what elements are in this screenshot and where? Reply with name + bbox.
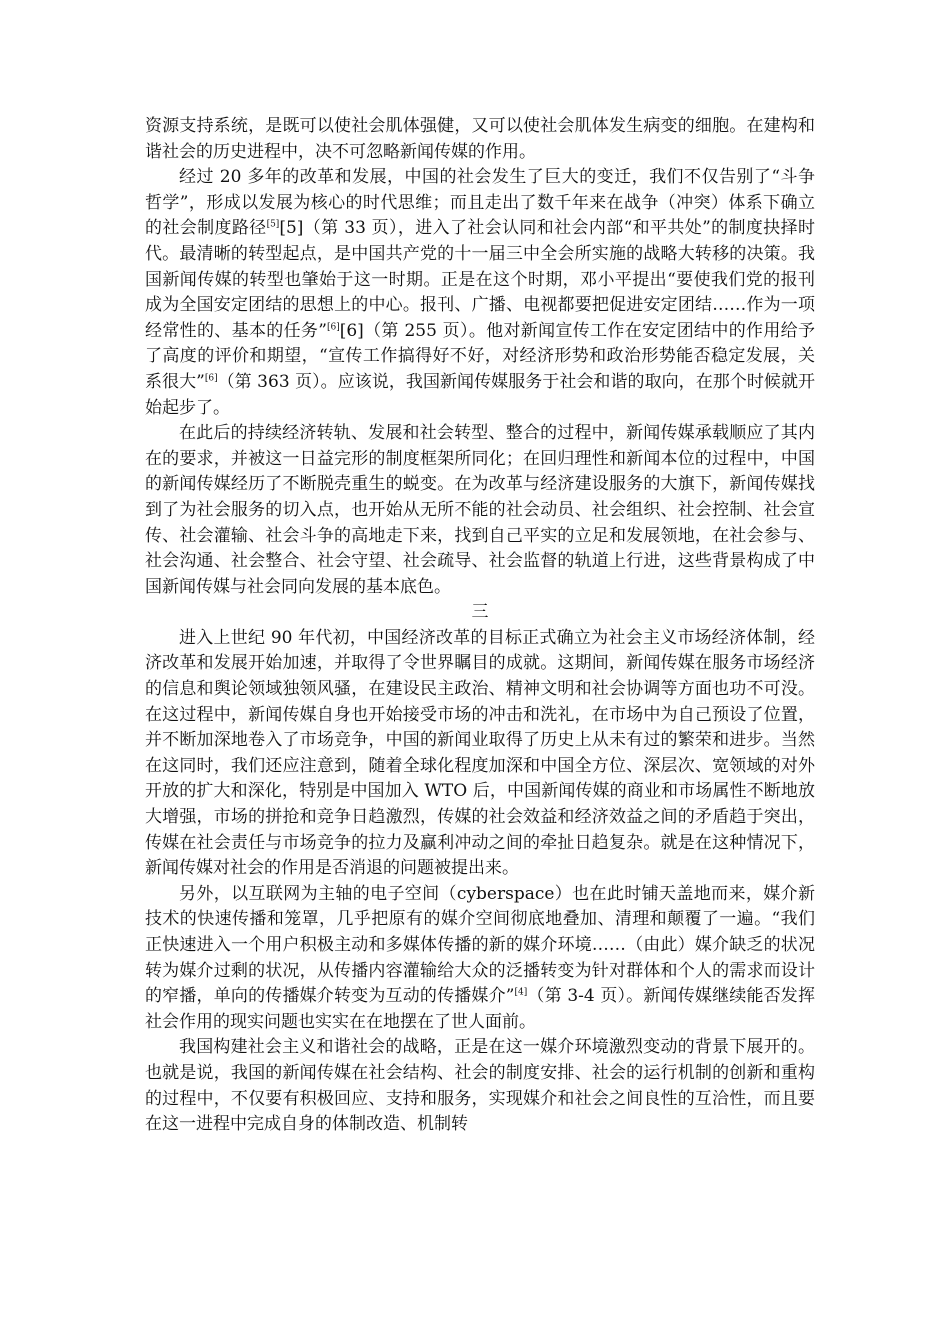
text-segment: 经过 20 多年的改革和发展，中国的社会发生了巨大的变迁，我们不仅告别了“斗争哲学”，形成以发展为核心的时代思维；而且走出了数千年来在战争（冲突）体系下确立的社会制度路径: [145, 167, 815, 239]
document-body: [145, 114, 815, 1138]
citation-superscript: [4]: [514, 987, 528, 998]
citation-superscript: [6]: [204, 373, 218, 384]
text-segment: 另外，以互联网为主轴的电子空间（cyberspace）也在此时铺天盖地而来，媒介新技术的快速传播和笼罩，几乎把原有的媒介空间彻底地叠加、清理和颠覆了一遍。“我们正快速进入一个用户积极主动和多媒体传播的新的媒介环境……（由此）媒介缺乏的状况转为媒介过剩的状况，从传播内容灌输给大众的泛播转变为针对群体和个人的需求而设计的窄播，单向的传播媒介转变为互动的传播媒介”: [145, 883, 815, 1007]
paragraph-reform-history: [145, 165, 815, 421]
text-segment: [6]（第 255 页）。他对新闻宣传工作在安定团结中的作用给予了高度的评价和期望，“宣传工作搞得好不好，对经济形势和政治形势能否稳定发展，关系很大”: [145, 320, 815, 392]
citation-superscript: [6]: [326, 322, 340, 333]
text-segment: [5]（第 33 页），进入了社会认同和社会内部“和平共处”的制度抉择时代。最清晰的转型起点，是中国共产党的十一届三中全会所实施的战略大转移的决策。我国新闻传媒的转型也肇始于这一时期。正是在这个时期，邓小平提出“要使我们党的报刊成为全国安定团结的思想上的中心。报刊、广播、电视都要把促进安定团结……作为一项经常性的、基本的任务”: [145, 218, 816, 341]
paragraph-harmonious-society: 我国构建社会主义和谐社会的战略，正是在这一媒介环境激烈变动的背景下展开的。也就是说，我国的新闻传媒在社会结构、社会的制度安排、社会的运行机制的创新和重构的过程中，不仅要有积极回应、支持和服务，实现媒介和社会之间良性的互洽性，而且要在这一进程中完成自身的体制改造、机制转: [145, 1037, 815, 1135]
citation-superscript: [5]: [266, 219, 280, 230]
paragraph-market-economy: 进入上世纪 90 年代初，中国经济改革的目标正式确立为社会主义市场经济体制，经济改革和发展开始加速，并取得了令世界瞩目的成就。这期间，新闻传媒在服务市场经济的信息和舆论领域独领风骚，在建设民主政治、精神文明和社会协调等方面也功不可没。在这过程中，新闻传媒自身也开始接受市场的冲击和洗礼，在市场中为自己预设了位置，并不断加深地卷入了市场竞争，中国的新闻业取得了历史上从未有过的繁荣和进步。当然在这同时，我们还应注意到，随着全球化程度加深和中国全方位、深层次、宽领域的对外开放的扩大和深化，特别是中国加入 WTO 后，中国新闻传媒的商业和市场属性不断地放大增强，市场的拼抢和竞争日趋激烈，传媒的社会效益和经济效益之间的矛盾趋于突出，传媒在社会责任与市场竞争的拉力及赢利冲动之间的牵扯日趋复杂。就是在这种情况下，新闻传媒对社会的作用是否消退的问题被提出来。: [145, 627, 815, 879]
paragraph-continuation: 资源支持系统，是既可以使社会肌体强健，又可以使社会肌体发生病变的细胞。在建构和谐社会的历史进程中，决不可忽略新闻传媒的作用。: [145, 116, 815, 162]
paragraph-cyberspace: [145, 882, 815, 1036]
text-segment: （第 363 页）。应该说，我国新闻传媒服务于社会和谐的取向，在那个时候就开始起步了。: [145, 371, 815, 418]
text-segment: （第 3-4 页）。新闻传媒继续能否发挥社会作用的现实问题也实实在在地摆在了世人面前。: [145, 986, 815, 1032]
paragraph-transition: 在此后的持续经济转轨、发展和社会转型、整合的过程中，新闻传媒承载顺应了其内在的要求，并被这一日益完形的制度框架所同化；在回归理性和新闻本位的过程中，中国的新闻传媒经历了不断脱壳重生的蜕变。在为改革与经济建设服务的大旗下，新闻传媒找到了为社会服务的切入点，也开始从无所不能的社会动员、社会组织、社会控制、社会宣传、社会灌输、社会斗争的高地走下来，找到自己平实的立足和发展领地，在社会参与、社会沟通、社会整合、社会守望、社会疏导、社会监督的轨道上行进，这些背景构成了中国新闻传媒与社会同向发展的基本底色。: [145, 423, 815, 597]
section-heading: 三: [471, 602, 489, 623]
